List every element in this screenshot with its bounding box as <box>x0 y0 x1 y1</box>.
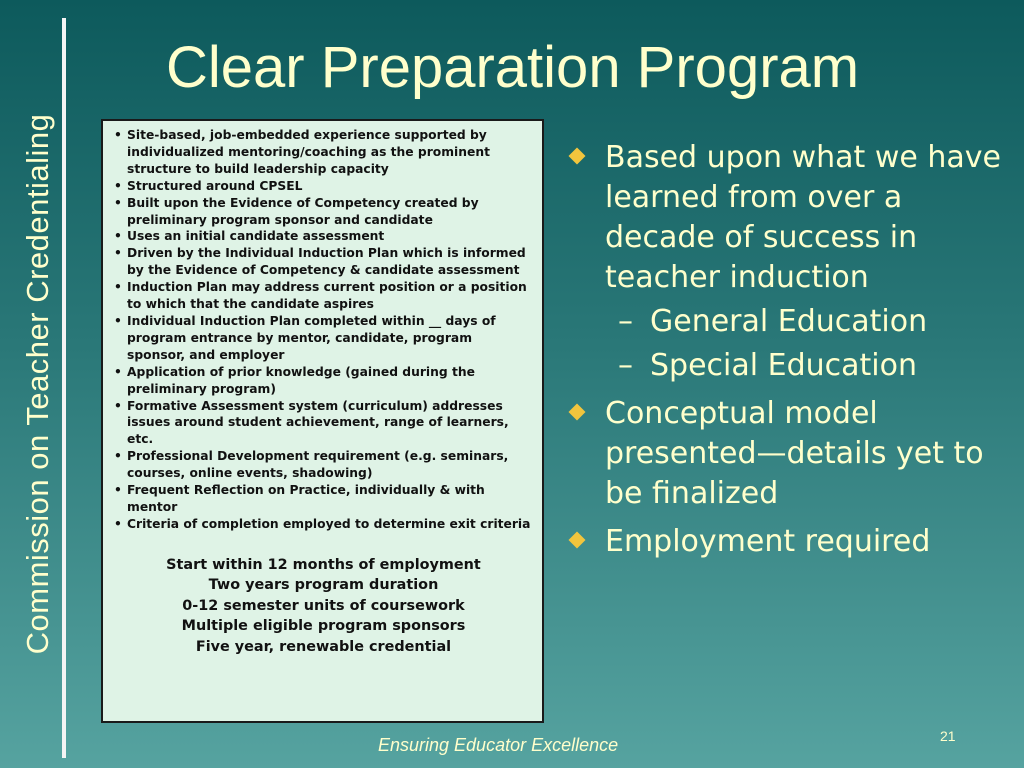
sub-point-text: General Education <box>650 304 928 339</box>
dot-bullet-icon: • <box>114 128 122 142</box>
list-item <box>113 245 534 279</box>
dot-bullet-icon: • <box>114 398 122 413</box>
list-item <box>113 279 534 313</box>
list-item <box>113 364 534 398</box>
footer-tagline: Ensuring Educator Excellence <box>378 735 619 755</box>
list-item-text: Induction Plan may address current position or a position to which that the candidate aspires <box>127 280 527 312</box>
list-item-text: Frequent Reflection on Practice, individually & with mentor <box>127 483 485 514</box>
list-item-text: Uses an initial candidate assessment <box>127 229 385 244</box>
key-point-text: Employment required <box>605 524 931 559</box>
vertical-divider <box>62 18 66 758</box>
dot-bullet-icon: • <box>114 313 122 328</box>
dot-bullet-icon: • <box>114 364 122 379</box>
dot-bullet-icon: • <box>114 229 122 244</box>
list-item <box>113 178 534 195</box>
list-item-text: Application of prior knowledge (gained during the preliminary program) <box>127 364 475 396</box>
dot-bullet-icon: • <box>114 246 122 261</box>
dot-bullet-icon: • <box>114 195 122 210</box>
list-item-text: Individual Induction Plan completed within __ days of program entrance by mentor, candidate, program sponsor, and employer <box>127 313 496 362</box>
key-point <box>564 522 1004 562</box>
list-item-text: Professional Development requirement (e.g. seminars, courses, online events, shadowing) <box>127 449 509 481</box>
sub-point <box>564 302 1004 342</box>
dash-bullet-icon: – <box>618 348 633 383</box>
program-details-box <box>101 119 544 723</box>
slide-title: Clear Preparation Program <box>166 35 860 100</box>
program-summary <box>113 555 534 658</box>
list-item-text: Site-based, job-embedded experience supported by individualized mentoring/coaching as the prominent structure to build leadership capacity <box>127 128 490 176</box>
list-item <box>113 448 534 482</box>
list-item-text: Built upon the Evidence of Competency created by preliminary program sponsor and candidate <box>127 195 479 227</box>
list-item <box>113 228 534 245</box>
list-item-text: Formative Assessment system (curriculum) addresses issues around student achievement, range of learners, etc. <box>127 398 509 447</box>
summary-line: 0-12 semester units of coursework <box>182 597 465 614</box>
dot-bullet-icon: • <box>114 178 122 193</box>
page-number: 21 <box>940 728 956 744</box>
diamond-bullet-icon <box>569 404 586 421</box>
list-item-text: Driven by the Individual Induction Plan which is informed by the Evidence of Competency & candidate assessment <box>127 246 526 278</box>
dot-bullet-icon: • <box>114 449 122 464</box>
summary-line: Five year, renewable credential <box>195 638 452 655</box>
dot-bullet-icon: • <box>114 516 122 531</box>
dot-bullet-icon: • <box>114 280 122 295</box>
sub-point-text: Special Education <box>650 348 917 383</box>
list-item <box>113 398 534 449</box>
summary-line: Start within 12 months of employment <box>166 556 481 573</box>
summary-line: Two years program duration <box>208 577 439 594</box>
diamond-bullet-icon <box>569 148 586 165</box>
list-item-text: Structured around CPSEL <box>127 178 303 193</box>
list-item <box>113 482 534 516</box>
key-point-text: Based upon what we have learned from over a decade of success in teacher induction <box>605 140 1001 295</box>
list-item <box>113 516 534 533</box>
dash-bullet-icon: – <box>618 304 633 339</box>
key-point <box>564 138 1004 298</box>
summary-line: Multiple eligible program sponsors <box>181 618 466 635</box>
key-point <box>564 394 1004 514</box>
sub-point <box>564 346 1004 386</box>
list-item <box>113 313 534 364</box>
key-points <box>564 138 1004 570</box>
list-item <box>113 127 534 178</box>
diamond-bullet-icon <box>569 532 586 549</box>
list-item <box>113 195 534 229</box>
list-item-text: Criteria of completion employed to determine exit criteria <box>127 516 531 531</box>
key-point-text: Conceptual model presented—details yet to be finalized <box>605 396 984 511</box>
sidebar-title: Commission on Teacher Credentialing <box>20 113 55 655</box>
dot-bullet-icon: • <box>114 483 122 498</box>
program-details-list <box>113 127 534 533</box>
